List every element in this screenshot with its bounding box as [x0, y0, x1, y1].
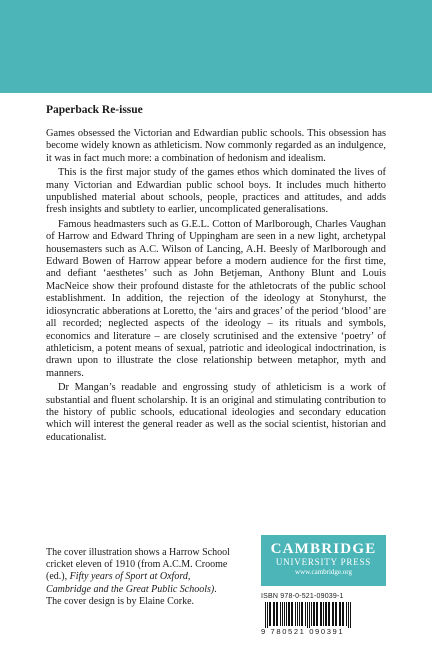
cover-color-band — [0, 0, 432, 93]
blurb-paragraph-2: This is the first major study of the games ethos which dominated the lives of many Victorian and Edwardian public school boys. It includes much hitherto unpublished material about schools, people, practices and attitudes, and adds fresh insights and subtlety to earlier, uncomplicated generalisations. — [46, 167, 386, 216]
blurb-text — [46, 128, 386, 444]
caption-text-start: The cover illustration shows a Harrow School cricket eleven of 1910 (from A.C.M. Croome (ed.), — [46, 547, 230, 583]
caption-book-title: Fifty years of Sport at Oxford, Cambridge and the Great Public Schools) — [46, 571, 215, 595]
cover-caption — [46, 547, 231, 608]
blurb-paragraph-1: Games obsessed the Victorian and Edwardian public schools. This obsession has become widely known as athleticism. Now commonly regarded as an indulgence, it was in fact much more: a combination of hedonism and idealism. — [46, 128, 386, 164]
publisher-subtitle: UNIVERSITY PRESS — [275, 557, 372, 567]
barcode-digits-left: 780521 — [270, 627, 306, 636]
publisher-url: www.cambridge.org — [295, 568, 352, 576]
barcode — [261, 601, 386, 628]
section-heading: Paperback Re-issue — [46, 104, 143, 116]
blurb-paragraph-3: Famous headmasters such as G.E.L. Cotton of Marlborough, Charles Vaughan of Harrow and Edward Thring of Uppingham are seen in a new light, archetypal housemasters such as A.C. Wilson of Lancing, A.H. Beesly of Marlborough and Edward Bowen of Harrow appear before a modern audience for the first time, and defiant ‘aesthetes’ such as John Betjeman, Anthony Blunt and Louis MacNeice show their profound distaste for the athletocrats of the public school establishment. In addition, the rejection of the ideology at Stonyhurst, the idiosyncratic abberations at Loretto, the ‘airs and graces’ of the period ‘blood’ are all recorded; neglected aspects of the ideology – its rituals and symbols, economics and literature – are closely scrutinised and the extensive ‘poetry’ of athleticism, a potent means of sexual, patriotic and ideological indoctrination, is drawn upon to illustrate the close relationship between metaphor, myth and manners. — [46, 218, 386, 379]
publisher-name: CAMBRIDGE — [270, 541, 377, 557]
publisher-logo — [261, 535, 386, 586]
barcode-digit-lead: 9 — [261, 627, 267, 636]
caption-text-end: . The cover design is by Elaine Corke. — [46, 583, 217, 607]
barcode-digits-right: 090391 — [309, 627, 345, 636]
blurb-paragraph-4: Dr Mangan’s readable and engrossing study of athleticism is a work of substantial and fluent scholarship. It is an original and stimulating contribution to the history of public schools, educational ideologies and secondary education which will interest the general reader as well as the social scientist, historian and educationalist. — [46, 382, 386, 443]
isbn-block — [261, 592, 386, 637]
isbn-label: ISBN 978-0-521-09039-1 — [261, 593, 344, 600]
barcode-digits — [261, 628, 386, 636]
